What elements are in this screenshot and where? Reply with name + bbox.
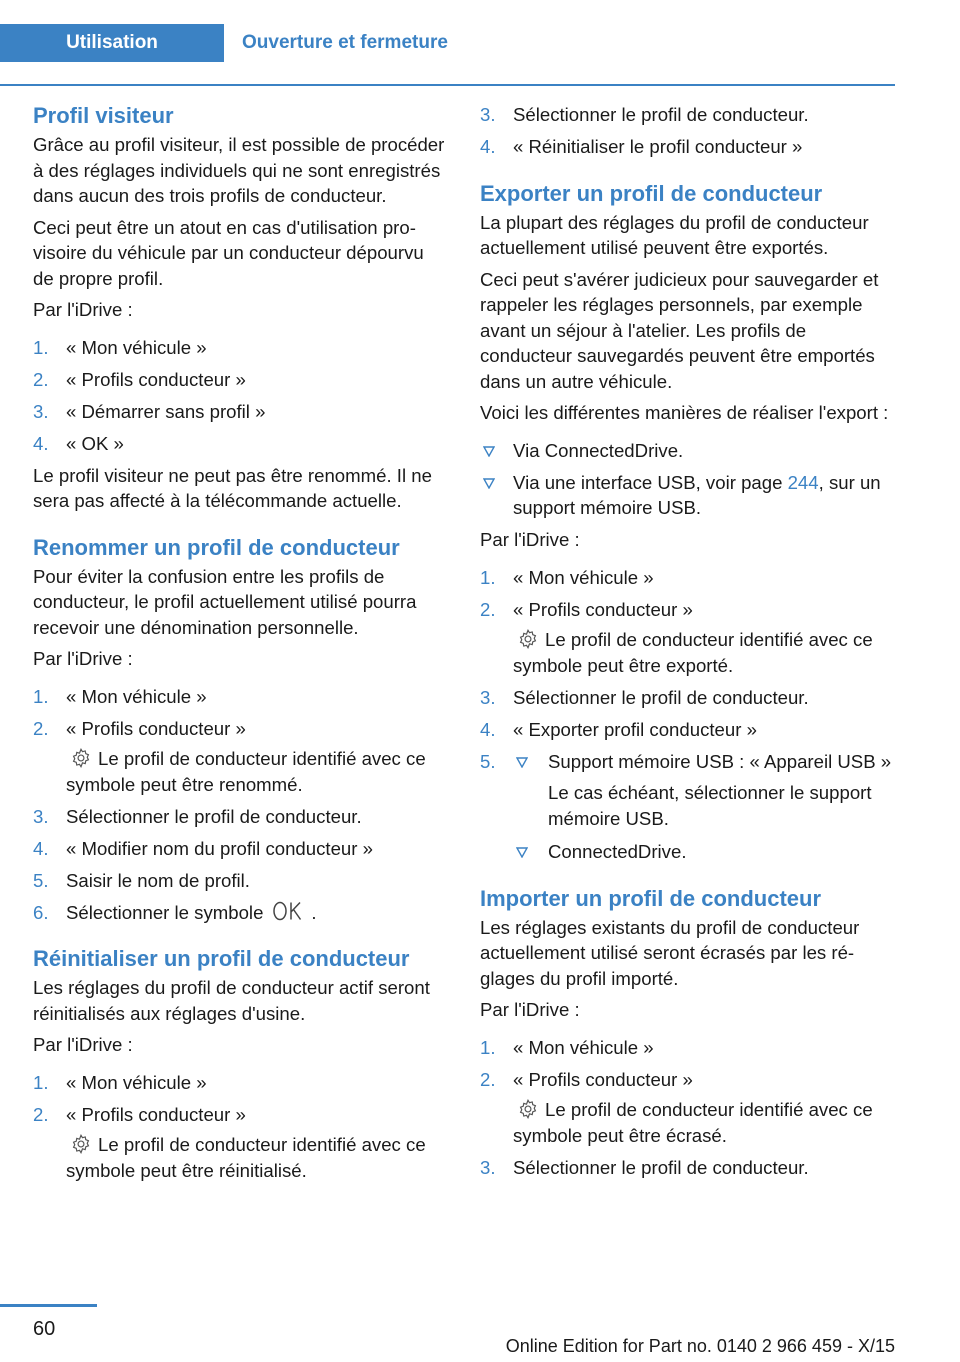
sub-note: Le cas échéant, sélectionner le support mémoire USB. (548, 782, 872, 829)
paragraph: Les réglages du profil de conducteur actif seront réinitialisés aux réglages d'usine. (33, 977, 430, 1024)
list-item: 2. « Profils conducteur » (33, 367, 448, 393)
header-tabs (0, 24, 895, 62)
paragraph: La plupart des réglages du profil de conducteur actuellement utilisé peuvent être exportés. (480, 211, 869, 258)
paragraph: Grâce au profil visiteur, il est possible de procéder à des réglages individuels qui ne sont enregistrés dans aucun des trois profils de conducteur. (33, 134, 445, 206)
list-number: 4. (33, 432, 49, 454)
list-number: 1. (480, 566, 496, 588)
list-item: 2. « Profils conducteur » Le profil de conducteur identifié avec ce symbole peut être réinitialisé. (33, 1102, 448, 1184)
list-number: 5. (33, 869, 49, 891)
ok-symbol-icon (271, 900, 305, 922)
list-item: 6. Sélectionner le symbole . (33, 900, 448, 926)
list-item: 1. « Mon véhicule » (480, 1035, 895, 1061)
list-item: 3. Sélectionner le profil de conducteur. (480, 685, 895, 711)
list-item: 2. « Profils conducteur » Le profil de conducteur identifié avec ce symbole peut être écrasé. (480, 1067, 895, 1149)
paragraph: Pour éviter la confusion entre les profils de conducteur, le profil actuellement utilisé pourra recevoir une dénomination personnelle. (33, 565, 417, 638)
edition-text: Online Edition for Part no. 0140 2 966 459 - X/15 (505, 1336, 895, 1356)
list-item: 1. « Mon véhicule » (33, 335, 448, 361)
list-number: 1. (33, 1071, 49, 1093)
list-number: 2. (33, 717, 49, 739)
list-number: 1. (33, 685, 49, 707)
page-number: 60 (33, 1318, 56, 1340)
list-item: 4. « OK » (33, 431, 448, 457)
list-item: 5. Saisir le nom de profil. (33, 868, 448, 894)
list-number: 3. (33, 805, 49, 827)
triangle-bullet-icon (480, 470, 513, 489)
paragraph: Voici les différentes manières de réaliser l'export : (480, 402, 889, 423)
tab-ouverture-fermeture[interactable]: Ouverture et fermeture (242, 32, 448, 53)
paragraph: Par l'iDrive : (480, 999, 580, 1020)
footer-divider (0, 1304, 97, 1307)
list-item: 4. « Réinitialiser le profil conducteur » (480, 134, 895, 160)
list-item (480, 749, 895, 865)
list-note: Le profil de conducteur identifié avec ce symbole peut être écrasé. (513, 1099, 873, 1146)
paragraph: Les réglages existants du profil de conducteur actuellement utilisé seront écrasés par les réglages du profil importé. (480, 916, 860, 989)
list-number: 2. (33, 368, 49, 390)
triangle-bullet-icon (480, 438, 513, 457)
list-item: Via une interface USB, voir page 244, sur un support mémoire USB. (480, 470, 895, 521)
list-number: 3. (33, 400, 49, 422)
gear-icon (70, 1133, 92, 1155)
paragraph: Par l'iDrive : (33, 648, 133, 669)
gear-icon (70, 747, 92, 769)
list-item: 3. Sélectionner le profil de conducteur. (33, 804, 448, 830)
list-note: Le profil de conducteur identifié avec ce symbole peut être renommé. (66, 748, 426, 795)
page-link[interactable]: 244 (787, 471, 819, 493)
paragraph: Le profil visiteur ne peut pas être renommé. Il ne sera pas affecté à la télécommande actuelle. (33, 464, 432, 511)
list-number: 3. (480, 1156, 496, 1178)
header-divider (0, 84, 895, 86)
list-item: 4. « Modifier nom du profil conducteur » (33, 836, 448, 862)
list-number: 2. (33, 1103, 49, 1125)
list-item: 2. « Profils conducteur » Le profil de conducteur identifié avec ce symbole peut être exporté. (480, 597, 895, 679)
list-number: 4. (480, 718, 496, 740)
numbered-list (33, 335, 448, 457)
list-item: 4. « Exporter profil conducteur » (480, 717, 895, 743)
heading-profil-visiteur: Profil visiteur (33, 103, 174, 128)
list-item: 1. « Mon véhicule » (33, 1070, 448, 1096)
paragraph: Par l'iDrive : (33, 1034, 133, 1055)
heading-renommer-profil: Renommer un profil de conducteur (33, 534, 400, 560)
numbered-list (33, 1070, 448, 1184)
list-item: 3. Sélectionner le profil de conducteur. (480, 102, 895, 128)
tab-utilisation[interactable]: Utilisation (0, 24, 224, 62)
numbered-list (480, 102, 895, 160)
list-item: 2. « Profils conducteur » Le profil de conducteur identifié avec ce symbole peut être renommé. (33, 716, 448, 798)
list-item: Via ConnectedDrive. (480, 438, 895, 464)
list-number: 3. (480, 104, 496, 125)
numbered-list (480, 1035, 895, 1181)
sub-bullet-item: ConnectedDrive. (513, 839, 895, 865)
paragraph: Par l'iDrive : (33, 299, 133, 320)
heading-importer-profil: Importer un profil de conducteur (480, 885, 822, 911)
numbered-list (480, 565, 895, 865)
list-item: 1. « Mon véhicule » (480, 565, 895, 591)
paragraph: Par l'iDrive : (480, 529, 580, 550)
list-note: Le profil de conducteur identifié avec ce symbole peut être réinitialisé. (66, 1134, 426, 1181)
list-note: Le profil de conducteur identifié avec ce symbole peut être exporté. (513, 629, 873, 676)
heading-reinitialiser-profil: Réinitialiser un profil de conducteur (33, 946, 410, 971)
triangle-bullet-icon (513, 839, 546, 858)
right-column (480, 102, 895, 1187)
list-number: 5. (480, 750, 496, 772)
list-item: 3. Sélectionner le profil de conducteur. (480, 1155, 895, 1181)
list-number: 6. (33, 901, 49, 923)
bullet-list (480, 438, 895, 521)
list-number: 2. (480, 598, 496, 620)
heading-exporter-profil: Exporter un profil de conducteur (480, 180, 823, 206)
triangle-bullet-icon (513, 749, 546, 768)
paragraph: Ceci peut s'avérer judicieux pour sauvegarder et rappeler les réglages personnels, par exemple avant un séjour à l'atelier. Les profils de conducteur sauvegardés peuvent être emportés dans un autre véhicule. (480, 268, 879, 392)
list-number: 4. (33, 837, 49, 859)
list-item: 1. « Mon véhicule » (33, 684, 448, 710)
list-number: 1. (480, 1036, 496, 1058)
paragraph: Ceci peut être un atout en cas d'utilisation provisoire du véhicule par un conducteur dépourvu de propre profil. (33, 216, 424, 289)
gear-icon (517, 628, 539, 650)
list-number: 2. (480, 1068, 496, 1090)
sub-bullet-item: Support mémoire USB : « Appareil USB » Le cas échéant, sélectionner le support mémoire USB. (513, 749, 895, 832)
list-number: 3. (480, 686, 496, 708)
list-item: 3. « Démarrer sans profil » (33, 399, 448, 425)
left-column (33, 102, 448, 1190)
numbered-list (33, 684, 448, 926)
gear-icon (517, 1098, 539, 1120)
list-number: 1. (33, 336, 49, 358)
list-number: 4. (480, 136, 496, 157)
